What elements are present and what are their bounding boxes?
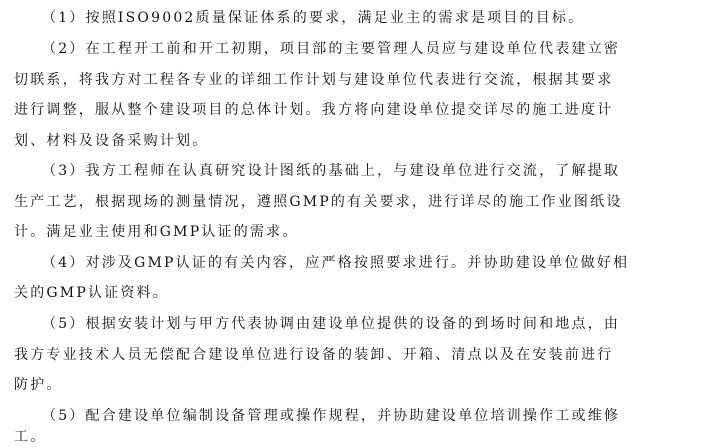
paragraph-2-line-1: （2）在工程开工前和开工初期，项目部的主要管理人员应与建设单位代表建立密: [42, 41, 621, 57]
paragraph-3-line-1: （3）我方工程师在认真研究设计图纸的基础上，与建设单位进行交流，了解提取: [42, 163, 621, 179]
paragraph-4-line-2: 关的GMP认证资料。: [14, 285, 169, 301]
paragraph-2-line-3: 进行调整，服从整个建设项目的总体计划。我方将向建设单位提交详尽的施工进度计: [14, 102, 614, 118]
paragraph-3-line-2: 生产工艺，根据现场的测量情况，遵照GMP的有关要求，进行详尽的施工作业图纸设: [14, 194, 623, 210]
paragraph-6-line-1: （5）配合建设单位编制设备管理或操作规程，并协助建设单位培训操作工或维修: [42, 408, 621, 424]
paragraph-2-line-2: 切联系，将我方对工程各专业的详细工作计划与建设单位代表进行交流，根据其要求: [14, 72, 614, 88]
paragraph-5-line-1: （5）根据安装计划与甲方代表协调由建设单位提供的设备的到场时间和地点，由: [42, 316, 621, 332]
paragraph-2-line-4: 划、材料及设备采购计划。: [14, 133, 209, 149]
paragraph-5-line-3: 防护。: [14, 377, 63, 393]
paragraph-3-line-3: 计。满足业主使用和GMP认证的需求。: [14, 224, 299, 240]
paragraph-6-line-2: 工。: [14, 429, 47, 445]
paragraph-4-line-1: （4）对涉及GMP认证的有关内容，应严格按照要求进行。并协助建设单位做好相: [42, 255, 630, 271]
paragraph-5-line-2: 我方专业技术人员无偿配合建设单位进行设备的装卸、开箱、清点以及在安装前进行: [14, 347, 614, 363]
paragraph-1-line-1: （1）按照ISO9002质量保证体系的要求，满足业主的需求是项目的目标。: [42, 10, 585, 26]
